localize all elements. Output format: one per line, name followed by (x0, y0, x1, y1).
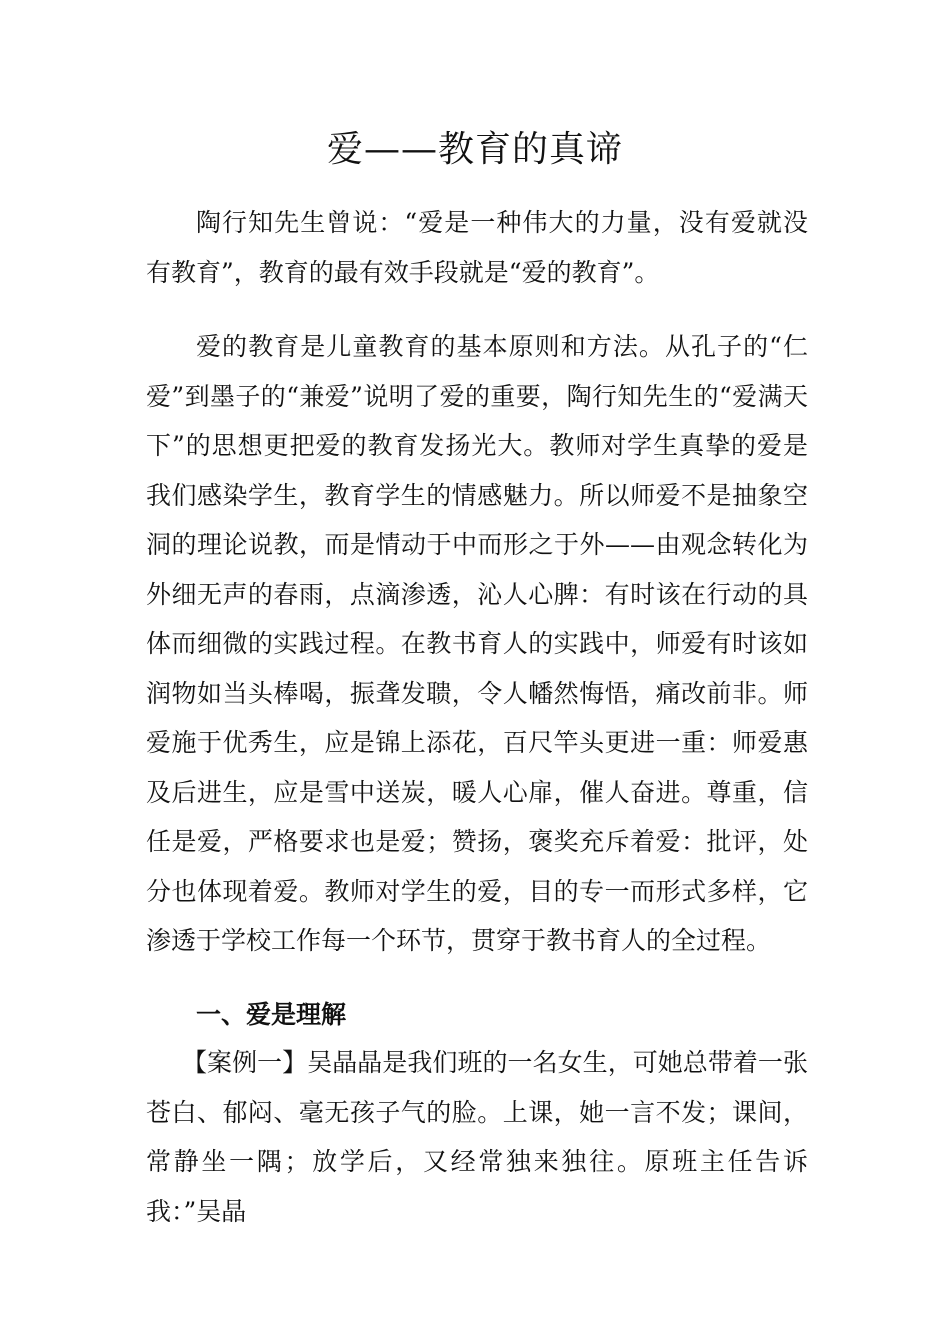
document-title: 爱——教育的真谛 (326, 129, 623, 170)
paragraph-1: 陶行知先生曾说：“爱是一种伟大的力量，没有爱就没有教育”，教育的最有效手段就是“爱的教育”。 (146, 208, 808, 287)
paragraph-2: 爱的教育是儿童教育的基本原则和方法。从孔子的“仁爱”到墨子的“兼爱”说明了爱的重要，陶行知先生的“爱满天下”的思想更把爱的教育发扬光大。教师对学生真挚的爱是我们感染学生，教育学生的情感魅力。所以师爱不是抽象空洞的理论说教，而是情动于中而形之于外——由观念转化为外细无声的春雨，点滴渗透，沁人心脾：有时该在行动的具体而细微的实践过程。在教书育人的实践中，师爱有时该如润物如当头棒喝，振聋发聩，令人幡然悔悟，痛改前非。师爱施于优秀生，应是锦上添花，百尺竿头更进一重：师爱惠及后进生，应是雪中送炭，暖人心扉，催人奋进。尊重，信任是爱，严格要求也是爱；赞扬，褒奖充斥着爱：批评，处分也体现着爱。教师对学生的爱，目的专一而形式多样，它渗透于学校工作每一个环节，贯穿于教书育人的全过程。 (146, 332, 808, 955)
case-paragraph (146, 1038, 808, 1236)
case-block (146, 1038, 808, 1236)
case-label: 【案例一】 (182, 1048, 308, 1077)
paragraph-1-block (146, 198, 808, 297)
case-text: 吴晶晶是我们班的一名女生，可她总带着一张苍白、郁闷、毫无孩子气的脸。上课，她一言不发；课间，常静坐一隅；放学后，又经常独来独往。原班主任告诉我：”吴晶 (146, 1048, 808, 1226)
section-heading: 一、爱是理解 (196, 1000, 347, 1029)
paragraph-2-block (146, 322, 808, 966)
